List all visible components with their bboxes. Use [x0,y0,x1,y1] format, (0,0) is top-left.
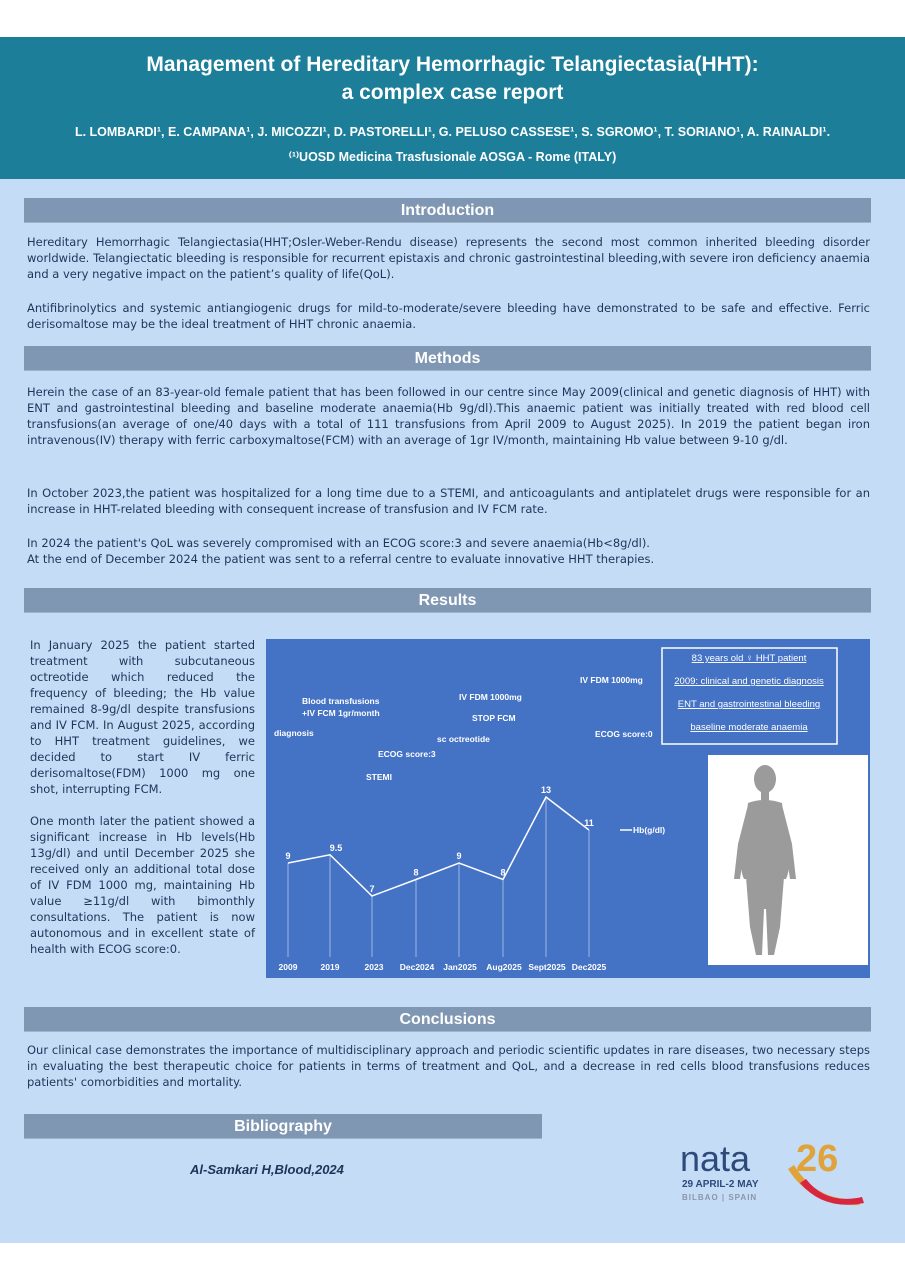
results-paragraph-2: One month later the patient showed a significant increase in Hb levels(Hb 13g/dl) and until December 2025 she received only an additional total dose of IV FDM 1000 mg, maintaining Hb value ≥11g/dl with bimonthly consultations. The patient is now autonomous and in excellent state of health with ECOG score:0. [30,814,255,956]
methods-heading: Methods [24,346,871,371]
annotation-label: Blood transfusions [302,696,380,706]
hb-chart [266,639,870,978]
methods-paragraph-3b: At the end of December 2024 the patient was sent to a referral centre to evaluate innovative HHT therapies. [27,552,655,566]
hb-chart-svg [266,639,870,978]
logo-number: 26 [796,1138,839,1180]
bibliography-reference: Al-Samkari H,Blood,2024 [190,1162,344,1177]
nata-26-logo [676,1135,876,1207]
female-silhouette-icon [708,755,868,965]
logo-word: nata [680,1138,751,1179]
x-tick-label: 2023 [364,962,384,972]
data-label: 9.5 [329,842,343,853]
annotation-label: ECOG score:3 [378,749,436,759]
x-tick-label: Sept2025 [528,962,566,972]
authors: L. LOMBARDI¹, E. CAMPANA¹, J. MICOZZI¹, D. PASTORELLI¹, G. PELUSO CASSESE¹, S. SGROMO¹, T. SORIANO¹, A. RAINALDI¹. [74,125,831,139]
x-tick-label: Dec2024 [399,962,435,972]
annotation-label: ECOG score:0 [595,729,653,739]
poster-header [0,37,905,179]
data-label: 7 [369,884,375,894]
introduction-paragraph-2: Antifibrinolytics and systemic antiangiogenic drugs for mild-to-moderate/severe bleeding have demonstrated to be safe and effective. Ferric derisomaltose may be the ideal treatment of HHT chronic anaemia. [27,301,870,331]
data-label: 8 [413,867,419,878]
affiliation: ⁽¹⁾UOSD Medicina Trasfusionale AOSGA - Rome (ITALY) [288,150,617,164]
methods-paragraph-2: In October 2023,the patient was hospitalized for a long time due to a STEMI, and anticoagulants and antiplatelet drugs were responsible for an increase in HHT-related bleeding with consequent increase of transfusion and IV FCM rate. [27,486,870,516]
x-tick-label: Dec2025 [571,962,607,972]
annotation-label: IV FDM 1000mg [459,692,522,702]
data-label: 9 [285,851,291,861]
annotation-label: STOP FCM [472,713,516,723]
info-line-2: 2009: clinical and genetic diagnosis [674,676,824,687]
annotation-label: sc octreotide [437,734,490,744]
results-paragraph-1: In January 2025 the patient started treatment with subcutaneous octreotide which reduced the frequency of bleeding; the Hb value remained 8-9g/dl despite transfusions and IV FCM. In August 2025, according to HHT treatment guidelines, we decided to start IV ferric derisomaltose(FDM) 1000 mg one shot, interrupting FCM. [30,638,255,796]
x-tick-label: 2019 [320,962,340,972]
results-heading: Results [24,588,871,613]
logo-dates: 29 APRIL-2 MAY [682,1179,759,1190]
x-tick-label: 2009 [278,962,298,972]
annotation-label: diagnosis [274,728,314,738]
info-line-4: baseline moderate anaemia [690,722,808,733]
info-line-3: ENT and gastrointestinal bleeding [677,699,821,710]
conclusions-paragraph: Our clinical case demonstrates the importance of multidisciplinary approach and periodic scientific updates in rare diseases, two necessary steps in evaluating the best therapeutic choice for patients in terms of treatment and QoL, and a decrease in red cells blood transfusions reduces patients' comorbidities and mortality. [27,1043,870,1089]
chart-legend [620,825,665,835]
annotation-label: STEMI [366,772,392,782]
results-text [30,637,255,957]
x-tick-label: Aug2025 [486,962,522,972]
data-label: 9 [456,851,462,861]
data-label: 11 [584,818,594,828]
introduction-paragraph-1: Hereditary Hemorrhagic Telangiectasia(HHT;Osler-Weber-Rendu disease) represents the second most common inherited bleeding disorder worldwide. Telangiectatic bleeding is responsible for recurrent epistaxis and chronic gastrointestinal bleeding,with severe iron deficiency anaemia and a very negative impact on the patient’s quality of life(QoL). [27,235,870,281]
annotation-label: IV FDM 1000mg [580,675,643,685]
annotation-label: +IV FCM 1gr/month [302,708,380,718]
data-label: 8 [500,867,506,878]
methods-paragraph-1: Herein the case of an 83-year-old female patient that has been followed in our centre since May 2009(clinical and genetic diagnosis of HHT) with ENT and gastrointestinal bleeding and baseline moderate anaemia(Hb 9g/dl).This anaemic patient was initially treated with red blood cell transfusions(an average of one/40 days with a total of 111 transfusions from April 2009 to August 2025). In 2019 the patient began iron intravenous(IV) therapy with ferric carboxymaltose(FCM) with an average of 1gr IV/month, maintaining Hb value between 9-10 g/dl. [27,385,870,447]
conclusions-heading: Conclusions [24,1007,871,1032]
methods-paragraph-3a: In 2024 the patient's QoL was severely compromised with an ECOG score:3 and severe anaemia(Hb<8g/dl). [27,536,650,550]
info-line-1: 83 years old ♀ HHT patient [691,653,807,664]
x-tick-label: Jan2025 [443,962,477,972]
bibliography-heading: Bibliography [24,1114,542,1139]
legend-label: Hb(g/dl) [633,825,666,835]
title-line-2: a complex case report [341,81,564,104]
chart-annotations [274,675,653,782]
data-label: 13 [540,785,552,795]
poster-title [0,51,905,107]
chart-marks [279,785,607,972]
logo-swoosh-red [800,1179,864,1205]
patient-info-box [662,648,837,744]
title-line-1: Management of Hereditary Hemorrhagic Telangiectasia(HHT): [146,53,759,76]
introduction-heading: Introduction [24,198,871,223]
logo-location: BILBAO | SPAIN [682,1193,758,1202]
